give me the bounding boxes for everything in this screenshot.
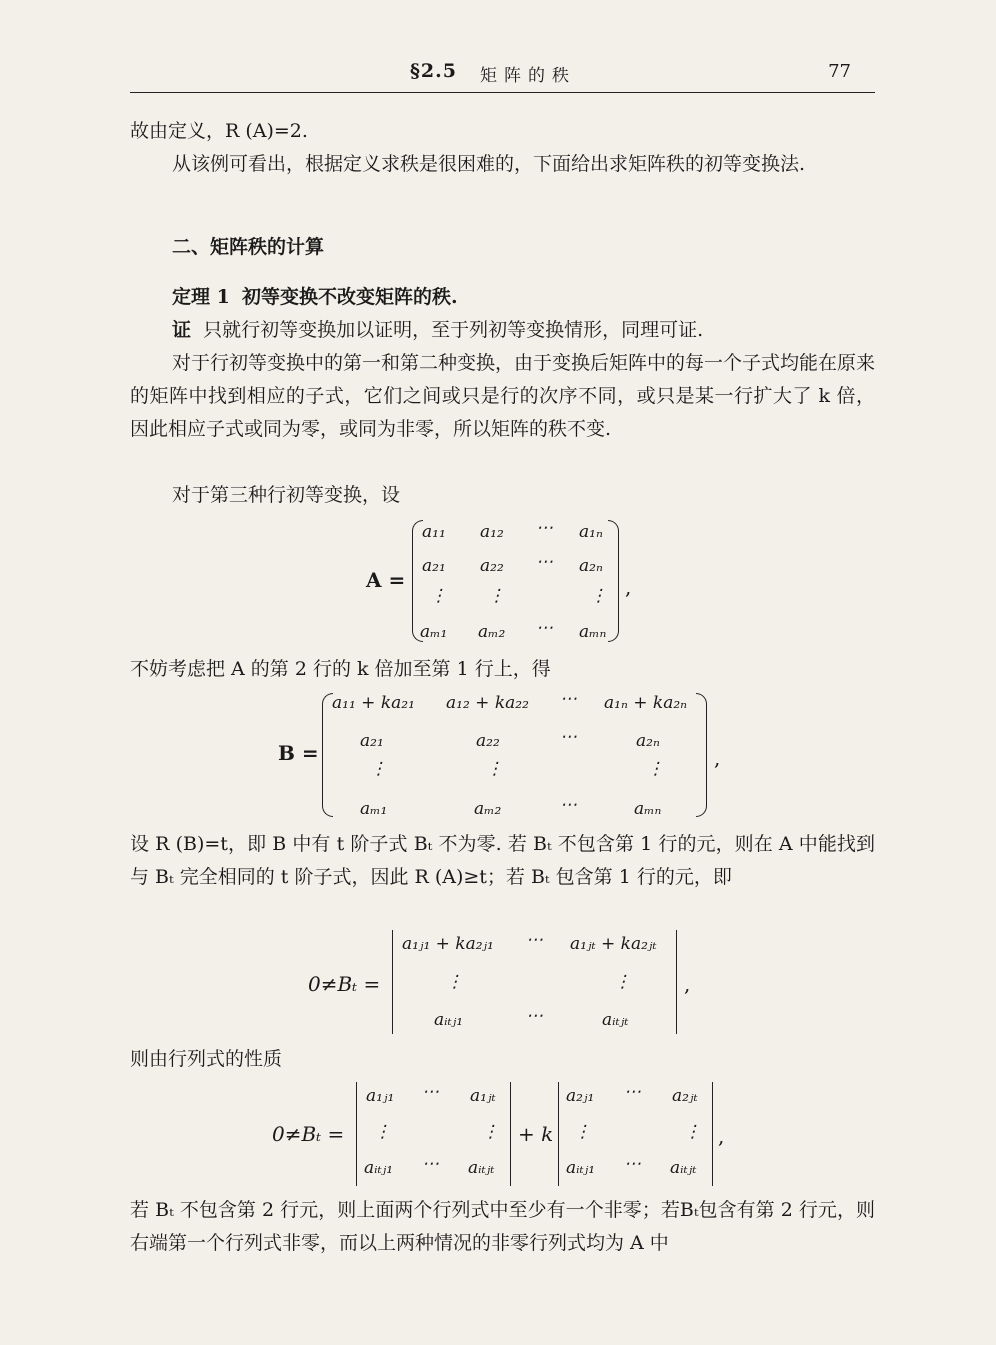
proof-label: 证	[172, 319, 192, 341]
eq-b-comma: ,	[714, 746, 721, 770]
matrix-cell: a₂ⱼₜ	[672, 1086, 698, 1106]
matrix-cell: ⋯	[560, 727, 577, 747]
matrix-cell: a₂₂	[480, 556, 504, 576]
matrix-cell: a₁ₙ + ka₂ₙ	[604, 693, 688, 713]
matrix-cell: ⋮	[374, 1122, 391, 1142]
matrix-cell: a₁₂ + ka₂₂	[446, 693, 529, 713]
matrix-cell: aᵢₜⱼₜ	[468, 1158, 495, 1178]
matrix-cell: aᵢₜⱼ₁	[434, 1010, 464, 1030]
theorem-label: 定理 1	[172, 286, 230, 308]
eq-bt2-plus-k: + k	[518, 1122, 554, 1146]
matrix-cell: a₁ⱼ₁ + ka₂ⱼ₁	[402, 934, 494, 954]
matrix-cell: ⋮	[590, 586, 607, 606]
matrix-cell: a₂₁	[422, 556, 446, 576]
page-number: 77	[828, 61, 851, 82]
matrix-cell: a₁₁ + ka₂₁	[332, 693, 415, 713]
matrix-cell: a₂ⱼ₁	[566, 1086, 595, 1106]
matrix-cell: a₁₂	[480, 522, 504, 542]
matrix-cell: ⋯	[422, 1154, 439, 1174]
matrix-cell: ⋮	[430, 586, 447, 606]
eq-bt2-bar-1	[356, 1082, 357, 1186]
eq-bt2-bar-3	[558, 1082, 559, 1186]
matrix-cell: aᵢₜⱼ₁	[364, 1158, 394, 1178]
paragraph-third-op: 对于第三种行初等变换，设	[172, 484, 401, 506]
eq-a-lhs: A =	[366, 568, 406, 592]
matrix-cell: a₁ⱼ₁	[366, 1086, 395, 1106]
paragraph-final: 若 Bₜ 不包含第 2 行元，则上面两个行列式中至少有一个非零；若Bₜ包含有第 2 行元，则右端第一个行列式非零，而以上两种情况的非零行列式均为 A 中	[130, 1199, 875, 1254]
matrix-cell: a₁ₙ	[579, 522, 603, 542]
matrix-cell: ⋯	[536, 518, 553, 538]
matrix-cell: ⋮	[486, 759, 503, 779]
matrix-cell: ⋮	[482, 1122, 499, 1142]
matrix-cell: ⋮	[647, 759, 664, 779]
eq-b-right-bracket	[696, 693, 707, 817]
matrix-cell: ⋮	[684, 1122, 701, 1142]
paragraph-conclusion: 故由定义，R (A)=2.	[130, 120, 308, 142]
matrix-cell: aₘₙ	[634, 799, 662, 819]
matrix-cell: ⋯	[526, 930, 543, 950]
matrix-cell: aₘ₁	[420, 622, 448, 642]
matrix-cell: ⋯	[422, 1082, 439, 1102]
matrix-cell: a₂₂	[476, 731, 500, 751]
matrix-cell: ⋮	[370, 759, 387, 779]
matrix-cell: ⋯	[560, 795, 577, 815]
matrix-cell: aₘ₂	[474, 799, 502, 819]
matrix-cell: aᵢₜⱼₜ	[670, 1158, 697, 1178]
paragraph-det-property: 则由行列式的性质	[130, 1048, 283, 1070]
matrix-cell: ⋯	[624, 1154, 641, 1174]
eq-bt1-left-bar	[392, 930, 393, 1034]
matrix-cell: ⋮	[574, 1122, 591, 1142]
matrix-cell: a₂ₙ	[636, 731, 660, 751]
page-header	[130, 58, 875, 93]
matrix-cell: ⋮	[614, 972, 631, 992]
eq-b-lhs: B =	[278, 741, 319, 765]
matrix-cell: a₁₁	[422, 522, 446, 542]
paragraph-add-rows: 不妨考虑把 A 的第 2 行的 k 倍加至第 1 行上，得	[130, 658, 551, 680]
matrix-cell: ⋯	[624, 1082, 641, 1102]
eq-bt1-lhs: 0≠Bₜ =	[308, 972, 381, 996]
proof-text: 只就行初等变换加以证明，至于列初等变换情形，同理可证.	[203, 319, 704, 341]
section-title: 矩阵的秩	[480, 66, 576, 86]
eq-a-right-bracket	[608, 520, 619, 642]
matrix-cell: aᵢₜⱼₜ	[602, 1010, 629, 1030]
matrix-cell: aₘ₁	[360, 799, 388, 819]
proof-line	[130, 314, 875, 347]
theorem	[130, 281, 875, 314]
eq-bt2-bar-2	[510, 1082, 511, 1186]
matrix-cell: aₘₙ	[579, 622, 607, 642]
eq-bt2-lhs: 0≠Bₜ =	[272, 1122, 345, 1146]
matrix-cell: aᵢₜⱼ₁	[566, 1158, 596, 1178]
matrix-cell: a₂₁	[360, 731, 384, 751]
eq-bt2-comma: ,	[718, 1124, 725, 1148]
matrix-cell: ⋮	[446, 972, 463, 992]
matrix-cell: ⋯	[536, 618, 553, 638]
paragraph-row-ops: 对于行初等变换中的第一和第二种变换，由于变换后矩阵中的每一个子式均能在原来的矩阵中找到相应的子式，它们之间或只是行的次序不同，或只是某一行扩大了 k 倍，因此相应子式或同为零，或同为非零，所以矩阵的秩不变.	[130, 352, 876, 440]
matrix-cell: a₁ⱼₜ	[470, 1086, 496, 1106]
matrix-cell: ⋯	[560, 689, 577, 709]
eq-bt1-comma: ,	[684, 972, 691, 996]
matrix-cell: a₂ₙ	[579, 556, 603, 576]
matrix-cell: ⋮	[488, 586, 505, 606]
subsection-heading: 二、矩阵秩的计算	[172, 236, 325, 258]
paragraph-rank-t: 设 R (B)=t，即 B 中有 t 阶子式 Bₜ 不为零. 若 Bₜ 不包含第 1 行的元，则在 A 中能找到与 Bₜ 完全相同的 t 阶子式，因此 R (A)≥t；若 Bₜ 包含第 1 行的元，即	[130, 833, 875, 888]
matrix-cell: a₁ⱼₜ + ka₂ⱼₜ	[570, 934, 657, 954]
matrix-cell: ⋯	[536, 552, 553, 572]
eq-a-comma: ,	[625, 575, 632, 599]
eq-bt2-bar-4	[712, 1082, 713, 1186]
matrix-cell: ⋯	[526, 1006, 543, 1026]
paragraph-intro: 从该例可看出，根据定义求秩是很困难的，下面给出求矩阵秩的初等变换法.	[172, 153, 806, 175]
theorem-text: 初等变换不改变矩阵的秩.	[241, 286, 458, 308]
matrix-cell: aₘ₂	[478, 622, 506, 642]
section-number: §2.5	[410, 60, 457, 82]
eq-bt1-right-bar	[676, 930, 677, 1034]
